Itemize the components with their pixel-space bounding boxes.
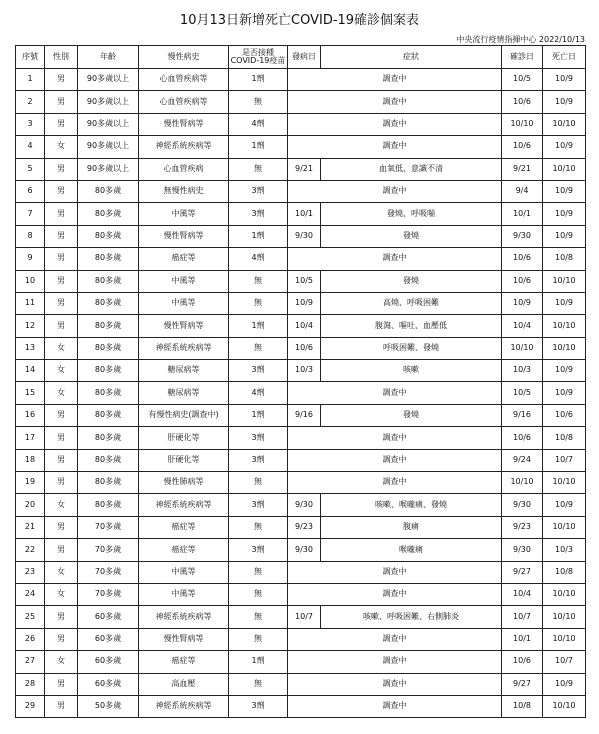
cell-age: 80多歲	[78, 449, 139, 471]
cell-onset: 10/6	[288, 337, 321, 359]
cell-seq: 28	[16, 673, 45, 695]
cell-vaccine: 無	[229, 91, 288, 113]
cell-sex: 女	[45, 337, 78, 359]
cell-symptoms: 高燒、呼吸困難	[321, 292, 502, 314]
cell-onset: 10/9	[288, 292, 321, 314]
cell-symptoms: 發燒	[321, 225, 502, 247]
source-date-line: 中央流行疫情指揮中心 2022/10/13	[456, 35, 585, 44]
cell-death: 10/6	[543, 404, 586, 426]
cell-seq: 18	[16, 449, 45, 471]
cell-sex: 男	[45, 113, 78, 135]
cell-vaccine: 4劑	[229, 248, 288, 270]
header-symptoms: 症狀	[321, 46, 502, 69]
table-row	[16, 203, 586, 225]
cell-seq: 9	[16, 248, 45, 270]
cell-chronic: 慢性肺病等	[139, 472, 229, 494]
cell-symptoms: 咳嗽、喉嚨痛、發燒	[321, 494, 502, 516]
cell-seq: 1	[16, 69, 45, 91]
cell-symptoms: 調查中	[288, 472, 502, 494]
cell-chronic: 無慢性病史	[139, 180, 229, 202]
cell-vaccine: 1劑	[229, 315, 288, 337]
cell-sex: 男	[45, 472, 78, 494]
header-chronic: 慢性病史	[139, 46, 229, 69]
cell-death: 10/10	[543, 315, 586, 337]
table-row	[16, 628, 586, 650]
cell-age: 70多歲	[78, 516, 139, 538]
cell-confirm: 9/30	[502, 494, 543, 516]
cell-symptoms: 調查中	[288, 113, 502, 135]
cell-sex: 男	[45, 225, 78, 247]
cell-confirm: 10/4	[502, 315, 543, 337]
cell-age: 70多歲	[78, 539, 139, 561]
cell-onset: 10/5	[288, 270, 321, 292]
cell-onset: 9/16	[288, 404, 321, 426]
cell-sex: 男	[45, 628, 78, 650]
cell-confirm: 10/10	[502, 113, 543, 135]
cell-symptoms: 血氧低、意識不清	[321, 158, 502, 180]
cell-confirm: 10/6	[502, 651, 543, 673]
cell-age: 80多歲	[78, 248, 139, 270]
table-row	[16, 136, 586, 158]
cell-seq: 15	[16, 382, 45, 404]
cell-vaccine: 1劑	[229, 225, 288, 247]
cell-confirm: 10/6	[502, 248, 543, 270]
cell-symptoms: 調查中	[288, 136, 502, 158]
cell-confirm: 9/24	[502, 449, 543, 471]
cell-sex: 男	[45, 427, 78, 449]
cell-age: 80多歲	[78, 360, 139, 382]
cell-vaccine: 無	[229, 158, 288, 180]
cell-symptoms: 調查中	[288, 673, 502, 695]
cell-death: 10/10	[543, 628, 586, 650]
cell-sex: 男	[45, 695, 78, 717]
cell-vaccine: 4劑	[229, 382, 288, 404]
cell-age: 90多歲以上	[78, 69, 139, 91]
cell-seq: 8	[16, 225, 45, 247]
cell-vaccine: 無	[229, 337, 288, 359]
cell-age: 80多歲	[78, 315, 139, 337]
cell-seq: 16	[16, 404, 45, 426]
cell-death: 10/3	[543, 539, 586, 561]
table-row	[16, 113, 586, 135]
cell-vaccine: 3劑	[229, 695, 288, 717]
cell-vaccine: 1劑	[229, 69, 288, 91]
cell-seq: 4	[16, 136, 45, 158]
cell-confirm: 10/3	[502, 360, 543, 382]
cell-confirm: 9/21	[502, 158, 543, 180]
cell-death: 10/9	[543, 91, 586, 113]
cell-confirm: 10/5	[502, 382, 543, 404]
cell-vaccine: 1劑	[229, 404, 288, 426]
header-onset: 發病日	[288, 46, 321, 69]
cell-sex: 女	[45, 651, 78, 673]
cell-seq: 12	[16, 315, 45, 337]
cell-confirm: 10/1	[502, 628, 543, 650]
cell-death: 10/9	[543, 292, 586, 314]
cell-age: 80多歲	[78, 427, 139, 449]
cell-death: 10/9	[543, 203, 586, 225]
cell-death: 10/10	[543, 516, 586, 538]
cell-chronic: 中風等	[139, 561, 229, 583]
cell-chronic: 癌症等	[139, 248, 229, 270]
cell-vaccine: 3劑	[229, 180, 288, 202]
table-row	[16, 337, 586, 359]
cell-sex: 男	[45, 180, 78, 202]
cell-age: 80多歲	[78, 292, 139, 314]
cell-chronic: 有慢性病史(調查中)	[139, 404, 229, 426]
cell-vaccine: 3劑	[229, 494, 288, 516]
header-age: 年齡	[78, 46, 139, 69]
cell-age: 80多歲	[78, 472, 139, 494]
cell-sex: 男	[45, 69, 78, 91]
table-header-row	[16, 46, 586, 69]
table-row	[16, 673, 586, 695]
cell-vaccine: 無	[229, 516, 288, 538]
cell-symptoms: 發燒	[321, 270, 502, 292]
cell-seq: 13	[16, 337, 45, 359]
cell-vaccine: 無	[229, 292, 288, 314]
table-row	[16, 404, 586, 426]
cell-vaccine: 無	[229, 673, 288, 695]
cell-chronic: 神經系統疾病等	[139, 337, 229, 359]
cell-chronic: 心血管疾病	[139, 158, 229, 180]
cell-chronic: 糖尿病等	[139, 360, 229, 382]
cell-symptoms: 喉嚨痛	[321, 539, 502, 561]
cell-onset: 9/23	[288, 516, 321, 538]
cell-sex: 女	[45, 494, 78, 516]
cell-onset: 10/1	[288, 203, 321, 225]
cell-age: 80多歲	[78, 494, 139, 516]
cell-age: 80多歲	[78, 382, 139, 404]
cell-sex: 男	[45, 315, 78, 337]
cell-chronic: 肝硬化等	[139, 449, 229, 471]
cell-symptoms: 調查中	[288, 695, 502, 717]
cell-death: 10/7	[543, 449, 586, 471]
cell-onset: 10/4	[288, 315, 321, 337]
table-row	[16, 91, 586, 113]
cell-seq: 2	[16, 91, 45, 113]
cell-death: 10/8	[543, 427, 586, 449]
cell-sex: 男	[45, 539, 78, 561]
cell-seq: 29	[16, 695, 45, 717]
cell-chronic: 中風等	[139, 292, 229, 314]
cell-confirm: 10/8	[502, 695, 543, 717]
cell-symptoms: 調查中	[288, 69, 502, 91]
cell-chronic: 神經系統疾病等	[139, 606, 229, 628]
cell-death: 10/9	[543, 225, 586, 247]
cell-chronic: 慢性腎病等	[139, 113, 229, 135]
cell-vaccine: 無	[229, 270, 288, 292]
cell-age: 80多歲	[78, 270, 139, 292]
cell-symptoms: 呼吸困難、發燒	[321, 337, 502, 359]
cell-sex: 男	[45, 404, 78, 426]
cell-confirm: 9/27	[502, 561, 543, 583]
page-title: 10月13日新增死亡COVID-19確診個案表	[179, 13, 420, 28]
cell-death: 10/9	[543, 180, 586, 202]
cell-symptoms: 咳嗽	[321, 360, 502, 382]
cell-death: 10/8	[543, 248, 586, 270]
cell-vaccine: 無	[229, 583, 288, 605]
cell-seq: 10	[16, 270, 45, 292]
cell-onset: 9/30	[288, 494, 321, 516]
cell-death: 10/9	[543, 494, 586, 516]
cell-symptoms: 調查中	[288, 583, 502, 605]
cell-confirm: 9/4	[502, 180, 543, 202]
table-row	[16, 248, 586, 270]
cell-confirm: 10/1	[502, 203, 543, 225]
cell-symptoms: 調查中	[288, 449, 502, 471]
header-vaccine-line2: COVID-19疫苗	[230, 56, 286, 65]
cell-chronic: 中風等	[139, 270, 229, 292]
cell-age: 70多歲	[78, 583, 139, 605]
cell-age: 50多歲	[78, 695, 139, 717]
cell-chronic: 神經系統疾病等	[139, 136, 229, 158]
table-row	[16, 225, 586, 247]
cell-age: 60多歲	[78, 628, 139, 650]
cell-sex: 男	[45, 292, 78, 314]
cell-symptoms: 調查中	[288, 561, 502, 583]
cell-onset: 9/21	[288, 158, 321, 180]
cell-age: 60多歲	[78, 673, 139, 695]
cell-chronic: 癌症等	[139, 651, 229, 673]
cell-seq: 23	[16, 561, 45, 583]
header-vaccine-line1: 是否接種	[242, 47, 274, 57]
cell-chronic: 癌症等	[139, 539, 229, 561]
table-row	[16, 292, 586, 314]
cell-sex: 女	[45, 382, 78, 404]
cell-symptoms: 咳嗽、呼吸困難、右側肺炎	[321, 606, 502, 628]
cell-confirm: 9/30	[502, 539, 543, 561]
cell-death: 10/10	[543, 158, 586, 180]
cell-confirm: 9/23	[502, 516, 543, 538]
cell-death: 10/9	[543, 673, 586, 695]
cell-seq: 24	[16, 583, 45, 605]
cell-chronic: 糖尿病等	[139, 382, 229, 404]
cell-symptoms: 調查中	[288, 382, 502, 404]
cell-sex: 女	[45, 561, 78, 583]
cell-symptoms: 調查中	[288, 248, 502, 270]
cell-vaccine: 3劑	[229, 203, 288, 225]
cell-confirm: 10/10	[502, 472, 543, 494]
cell-symptoms: 調查中	[288, 628, 502, 650]
cell-chronic: 慢性腎病等	[139, 315, 229, 337]
cell-vaccine: 無	[229, 472, 288, 494]
cell-age: 80多歲	[78, 225, 139, 247]
cell-confirm: 10/6	[502, 91, 543, 113]
cell-chronic: 中風等	[139, 203, 229, 225]
cell-age: 80多歲	[78, 203, 139, 225]
cell-confirm: 10/4	[502, 583, 543, 605]
cell-sex: 男	[45, 270, 78, 292]
cell-confirm: 9/27	[502, 673, 543, 695]
header-confirm: 確診日	[502, 46, 543, 69]
cell-sex: 女	[45, 136, 78, 158]
cell-symptoms: 發燒	[321, 404, 502, 426]
cell-vaccine: 無	[229, 628, 288, 650]
cell-vaccine: 3劑	[229, 539, 288, 561]
cell-symptoms: 調查中	[288, 180, 502, 202]
cell-death: 10/9	[543, 69, 586, 91]
cell-vaccine: 3劑	[229, 449, 288, 471]
table-row	[16, 382, 586, 404]
table-row	[16, 561, 586, 583]
cell-onset: 9/30	[288, 539, 321, 561]
header-vaccine	[229, 46, 288, 69]
cell-vaccine: 3劑	[229, 360, 288, 382]
cell-confirm: 9/16	[502, 404, 543, 426]
cell-seq: 5	[16, 158, 45, 180]
cell-sex: 男	[45, 203, 78, 225]
cell-death: 10/10	[543, 695, 586, 717]
cell-sex: 男	[45, 158, 78, 180]
cell-seq: 21	[16, 516, 45, 538]
cell-death: 10/7	[543, 651, 586, 673]
table-row	[16, 651, 586, 673]
header-seq: 序號	[16, 46, 45, 69]
cell-symptoms: 發燒、呼吸喘	[321, 203, 502, 225]
cell-seq: 7	[16, 203, 45, 225]
table-row	[16, 494, 586, 516]
cell-confirm: 10/10	[502, 337, 543, 359]
cell-sex: 男	[45, 449, 78, 471]
cell-vaccine: 1劑	[229, 651, 288, 673]
table-row	[16, 472, 586, 494]
cell-chronic: 心血管疾病等	[139, 91, 229, 113]
cell-death: 10/10	[543, 270, 586, 292]
cell-onset: 10/7	[288, 606, 321, 628]
cell-chronic: 癌症等	[139, 516, 229, 538]
cell-chronic: 心血管疾病等	[139, 69, 229, 91]
cell-seq: 20	[16, 494, 45, 516]
cell-vaccine: 1劑	[229, 136, 288, 158]
cell-confirm: 10/6	[502, 427, 543, 449]
table-body	[16, 69, 586, 718]
cell-vaccine: 4劑	[229, 113, 288, 135]
cell-confirm: 10/5	[502, 69, 543, 91]
cell-age: 90多歲以上	[78, 158, 139, 180]
table-row	[16, 606, 586, 628]
cell-onset: 9/30	[288, 225, 321, 247]
cell-death: 10/9	[543, 382, 586, 404]
cell-death: 10/10	[543, 113, 586, 135]
cell-death: 10/10	[543, 606, 586, 628]
cell-symptoms: 調查中	[288, 91, 502, 113]
cell-age: 70多歲	[78, 561, 139, 583]
cell-seq: 3	[16, 113, 45, 135]
header-death: 死亡日	[543, 46, 586, 69]
cell-seq: 19	[16, 472, 45, 494]
cell-seq: 11	[16, 292, 45, 314]
cell-sex: 女	[45, 360, 78, 382]
cell-onset: 10/3	[288, 360, 321, 382]
cell-confirm: 9/30	[502, 225, 543, 247]
cell-age: 60多歲	[78, 606, 139, 628]
cell-death: 10/8	[543, 561, 586, 583]
cell-sex: 男	[45, 516, 78, 538]
header-sex: 性別	[45, 46, 78, 69]
table-row	[16, 695, 586, 717]
cell-age: 80多歲	[78, 180, 139, 202]
cell-confirm: 10/6	[502, 136, 543, 158]
table-row	[16, 539, 586, 561]
cell-symptoms: 調查中	[288, 651, 502, 673]
cell-vaccine: 無	[229, 561, 288, 583]
cell-confirm: 10/9	[502, 292, 543, 314]
cell-symptoms: 腹痛	[321, 516, 502, 538]
cell-chronic: 慢性腎病等	[139, 225, 229, 247]
cell-sex: 男	[45, 673, 78, 695]
cell-chronic: 神經系統疾病等	[139, 494, 229, 516]
table-row	[16, 158, 586, 180]
cell-confirm: 10/6	[502, 270, 543, 292]
cell-symptoms: 腹瀉、嘔吐、血壓低	[321, 315, 502, 337]
cell-death: 10/10	[543, 583, 586, 605]
cell-age: 80多歲	[78, 404, 139, 426]
cell-seq: 14	[16, 360, 45, 382]
cell-age: 90多歲以上	[78, 113, 139, 135]
cell-chronic: 高血壓	[139, 673, 229, 695]
cell-death: 10/10	[543, 472, 586, 494]
cell-seq: 6	[16, 180, 45, 202]
cell-confirm: 10/7	[502, 606, 543, 628]
cell-age: 90多歲以上	[78, 136, 139, 158]
cell-age: 80多歲	[78, 337, 139, 359]
cell-chronic: 中風等	[139, 583, 229, 605]
cell-seq: 22	[16, 539, 45, 561]
cell-chronic: 肝硬化等	[139, 427, 229, 449]
table-row	[16, 583, 586, 605]
table-row	[16, 516, 586, 538]
table-row	[16, 180, 586, 202]
table-row	[16, 427, 586, 449]
cell-vaccine: 無	[229, 606, 288, 628]
cell-death: 10/9	[543, 360, 586, 382]
table-row	[16, 315, 586, 337]
table-row	[16, 69, 586, 91]
cell-chronic: 神經系統疾病等	[139, 695, 229, 717]
cell-sex: 男	[45, 606, 78, 628]
cell-chronic: 慢性腎病等	[139, 628, 229, 650]
cell-seq: 26	[16, 628, 45, 650]
cell-seq: 25	[16, 606, 45, 628]
cell-sex: 男	[45, 91, 78, 113]
cell-age: 60多歲	[78, 651, 139, 673]
table-row	[16, 449, 586, 471]
cell-age: 90多歲以上	[78, 91, 139, 113]
cell-seq: 27	[16, 651, 45, 673]
cell-symptoms: 調查中	[288, 427, 502, 449]
death-cases-table	[15, 45, 586, 718]
cell-seq: 17	[16, 427, 45, 449]
table-row	[16, 360, 586, 382]
table-row	[16, 270, 586, 292]
cell-vaccine: 3劑	[229, 427, 288, 449]
cell-sex: 男	[45, 248, 78, 270]
cell-sex: 女	[45, 583, 78, 605]
cell-death: 10/10	[543, 337, 586, 359]
cell-death: 10/9	[543, 136, 586, 158]
